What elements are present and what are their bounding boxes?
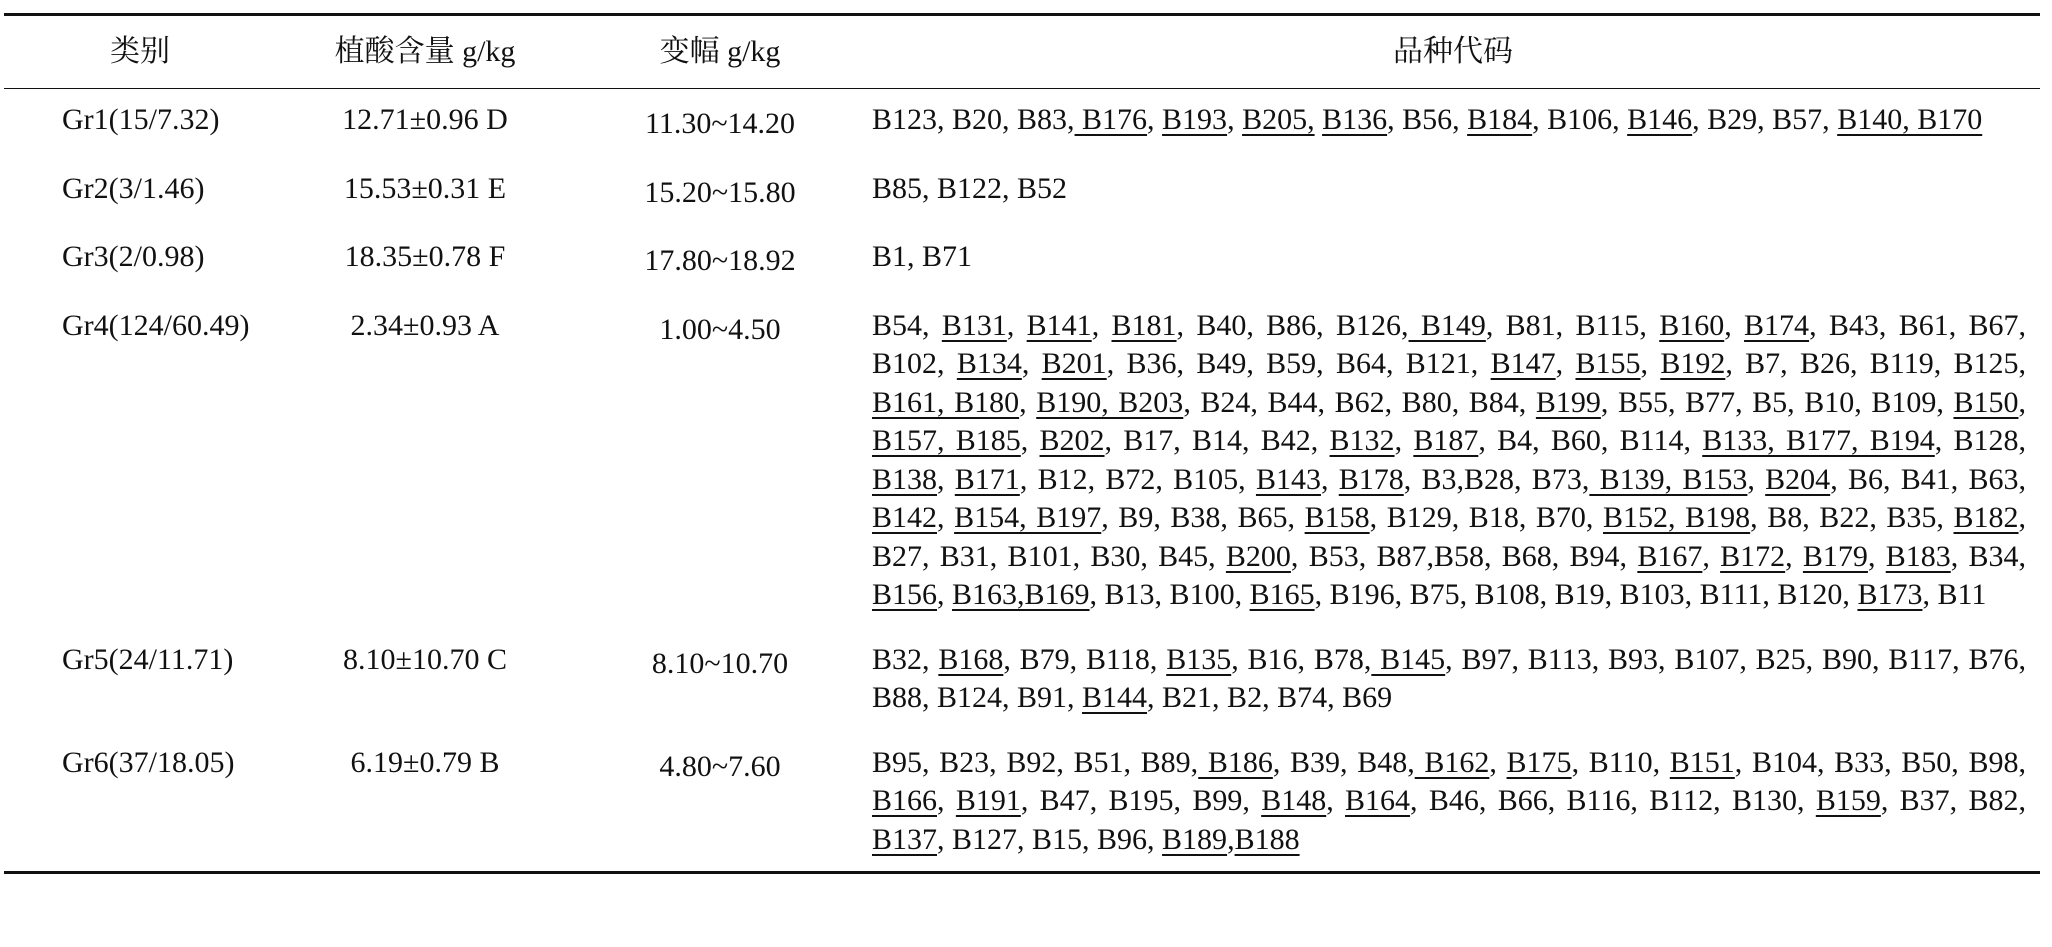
variety-code-text: , B46, B66, B116, B112, B130,	[1410, 784, 1816, 817]
variety-code-underlined: B162	[1414, 745, 1490, 779]
variety-code-underlined: B143	[1255, 462, 1321, 496]
variety-code-text: , B40, B86, B126,	[1176, 308, 1409, 342]
variety-code-text: ,	[1091, 308, 1112, 342]
variety-code-text: B1, B71	[872, 240, 973, 273]
variety-code-underlined: B137	[872, 822, 938, 856]
variety-code-text: ,	[2018, 385, 2026, 419]
variety-code-text: , B8, B22, B35,	[1750, 501, 1954, 534]
variety-code-text: ,	[1702, 539, 1721, 573]
variety-code-text: B85, B122, B52	[872, 171, 1068, 205]
cell-phytic-acid-content: 2.34±0.93 A	[350, 308, 500, 342]
cell-range	[574, 156, 866, 225]
variety-code-underlined: B159	[1815, 784, 1881, 817]
variety-code-text: , B39, B48,	[1272, 745, 1415, 779]
variety-code-underlined: B156	[872, 578, 938, 611]
variety-code-text: , B196, B75, B108, B19, B103, B111, B120,	[1314, 578, 1858, 611]
variety-code-text: ,	[1320, 462, 1339, 496]
variety-code-text: ,	[1489, 745, 1507, 779]
variety-code-text: ,	[1394, 424, 1414, 457]
variety-code-underlined: B165	[1249, 578, 1315, 611]
variety-code-text: ,	[1867, 539, 1886, 573]
cell-category: Gr3(2/0.98)	[62, 240, 205, 273]
variety-code-underlined: B166	[872, 784, 938, 817]
variety-code-underlined: B142	[872, 501, 938, 534]
table-header-row	[4, 15, 2040, 89]
variety-code-underlined: B189	[1162, 822, 1228, 856]
table-row	[4, 730, 2040, 873]
variety-code-underlined: B133, B177, B194	[1702, 424, 1935, 457]
variety-code-underlined: B171	[954, 462, 1020, 496]
variety-code-text: ,	[1019, 385, 1037, 419]
cell-category: Gr4(124/60.49)	[62, 308, 250, 342]
variety-code-underlined: B145	[1371, 642, 1446, 676]
variety-code-underlined: B141	[1026, 308, 1092, 342]
variety-code-underlined: B160	[1659, 308, 1725, 342]
variety-code-text	[1315, 103, 1323, 136]
variety-code-text: , B3,B28, B73,	[1403, 462, 1590, 496]
variety-code-text: , B129, B18, B70,	[1369, 501, 1604, 534]
variety-code-underlined: B190, B203	[1036, 385, 1184, 419]
variety-code-text: , B43, B61, B67, B102,	[872, 308, 2027, 380]
variety-code-text: , B79, B118,	[1003, 642, 1167, 676]
variety-code-underlined: B192	[1660, 347, 1726, 380]
variety-code-text: , B110,	[1571, 745, 1670, 779]
cell-phytic-acid-content: 15.53±0.31 E	[343, 171, 507, 205]
variety-code-underlined: B158	[1304, 501, 1370, 534]
variety-code-text: , B37, B82,	[1880, 784, 2026, 817]
variety-code-underlined: B135	[1166, 642, 1232, 676]
table-row	[4, 224, 2040, 293]
variety-code-underlined: B176	[1074, 103, 1148, 136]
variety-code-underlined: B174	[1744, 308, 1810, 342]
variety-code-underlined: B199	[1535, 385, 1601, 419]
variety-code-text: ,	[1326, 784, 1346, 817]
variety-code-text: , B6, B41, B63,	[1830, 462, 2027, 496]
table-row	[4, 627, 2040, 730]
variety-code-text: , B128,	[1934, 424, 2027, 457]
table-row	[4, 293, 2040, 627]
header-phytic-acid-content: 植酸含量 g/kg	[334, 34, 516, 68]
cell-category: Gr1(15/7.32)	[62, 103, 220, 136]
table-row	[4, 89, 2040, 156]
variety-code-text: ,	[1020, 424, 1040, 457]
variety-code-underlined: B193	[1162, 103, 1228, 136]
variety-code-underlined: B200	[1225, 539, 1291, 573]
cell-phytic-acid-content: 18.35±0.78 F	[344, 240, 506, 273]
table-row	[4, 156, 2040, 225]
variety-code-underlined: B187	[1413, 424, 1479, 457]
variety-code-text: , B29, B57,	[1692, 103, 1838, 136]
variety-code-text: ,	[1021, 347, 1042, 380]
variety-code-text: , B56,	[1387, 103, 1468, 136]
variety-code-underlined: B139, B153	[1589, 462, 1748, 496]
variety-code-text: , B24, B44, B62, B80, B84,	[1183, 385, 1536, 419]
variety-code-underlined: B184	[1467, 103, 1533, 136]
variety-code-underlined: B146	[1627, 103, 1693, 136]
variety-code-text: , B16, B78,	[1231, 642, 1372, 676]
variety-code-underlined: B151	[1669, 745, 1735, 779]
header-variety-codes: 品种代码	[1393, 34, 1513, 68]
variety-code-underlined: B172	[1720, 539, 1786, 573]
cell-range-value: 1.00~4.50	[659, 312, 781, 346]
variety-code-text: , B104, B33, B50, B98,	[1734, 745, 2026, 779]
variety-code-text: , B36, B49, B59, B64, B121,	[1106, 347, 1491, 380]
cell-variety-codes	[866, 627, 2040, 730]
cell-category: Gr2(3/1.46)	[62, 171, 205, 205]
cell-range	[574, 224, 866, 293]
variety-code-text: B54,	[872, 308, 942, 342]
variety-code-underlined: B175	[1506, 745, 1572, 779]
variety-code-underlined: B154, B197	[954, 501, 1102, 534]
header-category: 类别	[110, 34, 170, 68]
variety-code-text: ,	[937, 784, 956, 817]
variety-code-underlined: B188	[1234, 822, 1300, 856]
variety-code-underlined: B178	[1338, 462, 1404, 496]
variety-code-text: ,	[1227, 822, 1235, 856]
variety-code-text: B32,	[872, 642, 939, 676]
variety-code-text: , B53, B87,B58, B68, B94,	[1290, 539, 1638, 573]
cell-phytic-acid-content: 6.19±0.79 B	[350, 745, 500, 779]
variety-code-text: , B81, B115,	[1485, 308, 1660, 342]
variety-code-underlined: B136	[1322, 103, 1388, 136]
variety-code-underlined: B147	[1490, 347, 1556, 380]
variety-code-underlined: B132	[1329, 424, 1395, 457]
variety-code-text: ,	[937, 501, 955, 534]
variety-code-text: ,	[937, 462, 955, 496]
variety-code-text: , B21, B2, B74, B69	[1147, 681, 1393, 714]
variety-code-underlined: B164	[1345, 784, 1411, 817]
variety-code-text: ,	[1785, 539, 1803, 573]
cell-variety-codes	[866, 224, 2040, 293]
header-range: 变幅 g/kg	[659, 34, 781, 68]
variety-code-underlined: B149	[1408, 308, 1486, 342]
variety-code-underlined: B183	[1885, 539, 1951, 573]
cell-category: Gr5(24/11.71)	[62, 642, 234, 676]
variety-code-text: , B4, B60, B114,	[1478, 424, 1703, 457]
cell-phytic-acid-content: 12.71±0.96 D	[342, 103, 508, 136]
variety-code-text: , B106,	[1532, 103, 1628, 136]
variety-code-underlined: B163,B169	[952, 578, 1090, 611]
variety-code-text: , B55, B77, B5, B10, B109,	[1600, 385, 1954, 419]
variety-code-text: , B9, B38, B65,	[1101, 501, 1305, 534]
cell-range-value: 11.30~14.20	[644, 107, 796, 140]
cell-range	[574, 89, 866, 156]
variety-code-text: , B7, B26, B119, B125,	[1725, 347, 2027, 380]
variety-code-underlined: B201	[1041, 347, 1107, 380]
variety-code-underlined: B150	[1953, 385, 2019, 419]
variety-code-underlined: B204	[1765, 462, 1831, 496]
variety-code-underlined: B182	[1953, 501, 2019, 534]
cell-range-value: 8.10~10.70	[651, 646, 789, 680]
variety-code-text: , B17, B14, B42,	[1104, 424, 1330, 457]
variety-code-underlined: B148	[1261, 784, 1327, 817]
variety-code-text: , B12, B72, B105,	[1019, 462, 1256, 496]
variety-code-text: ,	[1747, 462, 1766, 496]
variety-code-underlined: B144	[1082, 681, 1148, 714]
variety-code-text: ,	[1724, 308, 1745, 342]
variety-code-underlined: B138	[872, 462, 938, 496]
variety-code-underlined: B202	[1039, 424, 1105, 457]
variety-code-text: ,	[1147, 103, 1163, 136]
variety-code-underlined: B140, B170	[1837, 103, 1983, 136]
variety-code-underlined: B179	[1802, 539, 1868, 573]
variety-code-underlined: B131	[941, 308, 1007, 342]
phytic-acid-cluster-table	[4, 13, 2040, 874]
cell-variety-codes	[866, 89, 2040, 156]
table-body	[4, 89, 2040, 873]
variety-code-underlined: B155	[1575, 347, 1641, 380]
variety-code-underlined: B157, B185	[872, 424, 1021, 457]
variety-code-underlined: B173	[1857, 578, 1923, 611]
cell-range	[574, 730, 866, 873]
cell-range	[574, 627, 866, 730]
variety-code-text: , B47, B195, B99,	[1020, 784, 1262, 817]
cell-category: Gr6(37/18.05)	[62, 745, 235, 779]
variety-code-text: B123, B20, B83,	[872, 103, 1075, 136]
variety-code-text: ,	[1006, 308, 1027, 342]
variety-code-underlined: B181	[1111, 308, 1177, 342]
variety-code-text: , B127, B15, B96,	[937, 822, 1163, 856]
cell-range-value: 17.80~18.92	[644, 244, 796, 277]
variety-code-text: , B34,	[1950, 539, 2027, 573]
variety-code-underlined: B191	[955, 784, 1021, 817]
variety-code-underlined: B168	[938, 642, 1004, 676]
cell-phytic-acid-content: 8.10±10.70 C	[343, 642, 507, 676]
variety-code-text: ,	[1227, 103, 1243, 136]
cell-variety-codes	[866, 730, 2040, 873]
cell-range-value: 4.80~7.60	[659, 749, 781, 783]
variety-code-underlined: B186	[1198, 745, 1273, 779]
cell-range	[574, 293, 866, 627]
variety-code-text: , B27, B31, B101, B30, B45,	[872, 501, 2027, 573]
variety-code-text: , B11	[1922, 578, 1987, 611]
cell-range-value: 15.20~15.80	[644, 175, 796, 209]
cell-variety-codes	[866, 293, 2040, 627]
variety-code-text: ,	[1640, 347, 1661, 380]
variety-code-text: ,	[937, 578, 953, 611]
variety-code-text: B95, B23, B92, B51, B89,	[872, 745, 1199, 779]
variety-code-underlined: B161, B180	[872, 385, 1020, 419]
variety-code-underlined: B167	[1637, 539, 1703, 573]
variety-code-text: ,	[1555, 347, 1576, 380]
variety-code-text: , B97, B113, B93, B107, B25, B90, B117, B76, B88, B124, B91,	[872, 642, 2026, 714]
variety-code-underlined: B152, B198	[1603, 501, 1751, 534]
variety-code-text: , B13, B100,	[1089, 578, 1250, 611]
cell-variety-codes	[866, 156, 2040, 225]
variety-code-underlined: B134	[956, 347, 1022, 380]
variety-code-underlined: B205,	[1242, 103, 1315, 136]
